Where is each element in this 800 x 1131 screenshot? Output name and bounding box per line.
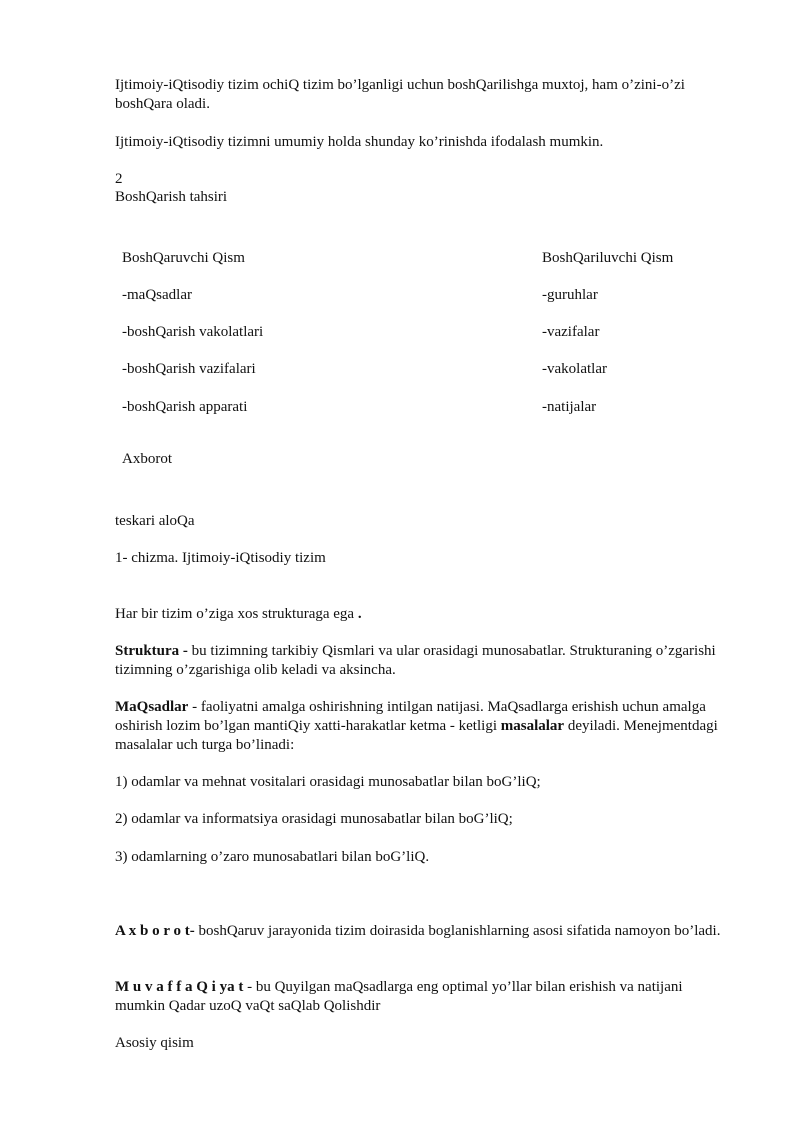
diagram-caption: 1- chizma. Ijtimoiy-iQtisodiy tizim: [115, 550, 326, 566]
intro-paragraph-1: Ijtimoiy-iQtisodiy tizim ochiQ tizim bo’lganligi uchun boshQarilishga muxtoj, ham o’zini-o’zi boshQara oladi.: [115, 77, 685, 112]
structure-definition: [115, 642, 735, 680]
goals-term: MaQsadlar: [115, 699, 189, 715]
diagram-right-item: -vakolatlar: [542, 361, 607, 377]
diagram-left-title: BoshQaruvchi Qism: [122, 250, 245, 266]
diagram-left-item: -maQsadlar: [122, 287, 192, 303]
information-definition: [115, 922, 735, 941]
diagram-right-item: -natijalar: [542, 399, 597, 415]
task-list-item: 2) odamlar va informatsiya orasidagi munosabatlar bilan boG’liQ;: [115, 811, 513, 827]
diagram-info-label: Axborot: [122, 451, 172, 467]
structure-intro-text: Har bir tizim o’ziga xos strukturaga ega: [115, 606, 355, 622]
diagram-effect-label: BoshQarish tahsiri: [115, 189, 228, 205]
success-definition: [115, 978, 735, 1016]
diagram-feedback-label: teskari aloQa: [115, 513, 195, 529]
diagram-right-item: -guruhlar: [542, 287, 598, 303]
task-list-item: 3) odamlarning o’zaro munosabatlari bilan boG’liQ.: [115, 849, 430, 865]
intro-paragraph-2: Ijtimoiy-iQtisodiy tizimni umumiy holda shunday ko’rinishda ifodalash mumkin.: [115, 134, 604, 150]
diagram-left-item: -boshQarish apparati: [122, 399, 248, 415]
structure-intro-end: .: [354, 606, 362, 622]
success-def-text: - bu Quyilgan maQsadlarga eng optimal yo’llar bilan erishish va natijani mumkin Qadar uzoQ vaQt saQlab Qolishdir: [115, 979, 683, 1014]
goals-def-end: deyiladi. Menejmentdagi masalalar uch turga bo’linadi:: [115, 718, 718, 753]
diagram-right-item: -vazifalar: [542, 324, 600, 340]
goals-definition: [115, 698, 735, 755]
diagram-left-item: -boshQarish vakolatlari: [122, 324, 264, 340]
goals-bold-term: masalalar: [500, 718, 565, 734]
diagram-right-title: BoshQariluvchi Qism: [542, 250, 674, 266]
section-heading: Asosiy qisim: [115, 1035, 194, 1051]
diagram-number: 2: [115, 171, 123, 187]
diagram-left-item: -boshQarish vazifalari: [122, 361, 256, 377]
structure-intro: [115, 605, 735, 624]
structure-term: Struktura -: [115, 643, 188, 659]
goals-def-text: - faoliyatni amalga oshirishning intilgan natijasi. MaQsadlarga erishish uchun amalga oshirish lozim bo’lgan mantiQiy xatti-harakatlar ketma - ketligi: [115, 699, 706, 734]
task-list-item: 1) odamlar va mehnat vositalari orasidagi munosabatlar bilan boG’liQ;: [115, 774, 541, 790]
information-def-text: boshQaruv jarayonida tizim doirasida boglanishlarning asosi sifatida namoyon bo’ladi.: [194, 923, 721, 939]
success-term: M u v a f f a Q i ya t: [115, 979, 244, 995]
structure-def-text: bu tizimning tarkibiy Qismlari va ular orasidagi munosabatlar. Strukturaning o’zgarishi tizimning o’zgarishiga olib keladi va aksincha.: [115, 643, 716, 678]
information-term: A x b o r o t-: [115, 923, 195, 939]
